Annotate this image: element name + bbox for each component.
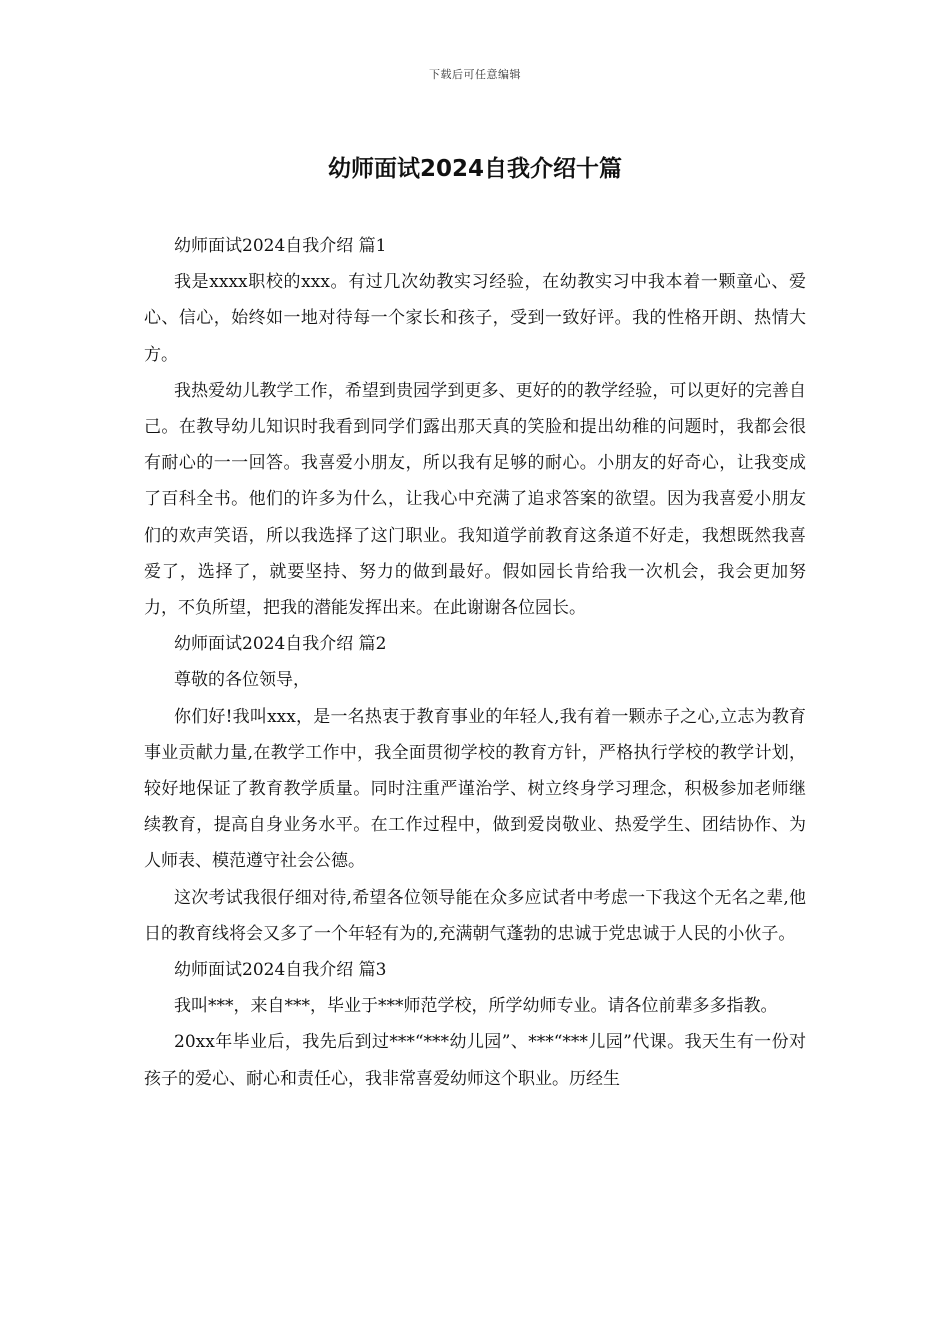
paragraph: 我是xxxx职校的xxx。有过几次幼教实习经验，在幼教实习中我本着一颗童心、爱心、信心，始终如一地对待每一个家长和孩子，受到一致好评。我的性格开朗、热情大方。 [144, 272, 806, 365]
paragraph: 你们好!我叫xxx，是一名热衷于教育事业的年轻人,我有着一颗赤子之心,立志为教育事业贡献力量,在教学工作中，我全面贯彻学校的教育方针，严格执行学校的教学计划，较好地保证了教育教学质量。同时注重严谨治学、树立终身学习理念，积极参加老师继续教育，提高自身业务水平。在工作过程中，做到爱岗敬业、热爱学生、团结协作、为人师表、模范遵守社会公德。 [144, 706, 806, 872]
paragraph: 我热爱幼儿教学工作，希望到贵园学到更多、更好的的教学经验，可以更好的完善自己。在教导幼儿知识时我看到同学们露出那天真的笑脸和提出幼稚的问题时，我都会很有耐心的一一回答。我喜爱小朋友，所以我有足够的耐心。小朋友的好奇心，让我变成了百科全书。他们的许多为什么，让我心中充满了追求答案的欲望。因为我喜爱小朋友们的欢声笑语，所以我选择了这门职业。我知道学前教育这条道不好走，我想既然我喜爱了，选择了，就要坚持、努力的做到最好。假如园长肯给我一次机会，我会更加努力，不负所望，把我的潜能发挥出来。在此谢谢各位园长。 [144, 380, 806, 619]
paragraph: 尊敬的各位领导， [174, 670, 310, 691]
paragraph: 我叫***，来自***，毕业于***师范学校，所学幼师专业。请各位前辈多多指教。 [174, 996, 778, 1017]
paragraph: 这次考试我很仔细对待,希望各位领导能在众多应试者中考虑一下我这个无名之辈,他日的教育线将会又多了一个年轻有为的,充满朝气蓬勃的忠诚于党忠诚于人民的小伙子。 [144, 887, 806, 944]
document-body [144, 228, 806, 1097]
section-heading-1: 幼师面试2024自我介绍 篇1 [174, 236, 387, 256]
section-heading-2: 幼师面试2024自我介绍 篇2 [174, 634, 387, 655]
document-title: 幼师面试2024自我介绍十篇 [327, 156, 622, 182]
section-heading-3: 幼师面试2024自我介绍 篇3 [174, 960, 387, 981]
header-note: 下载后可任意编辑 [429, 68, 521, 81]
paragraph: 20xx年毕业后，我先后到过***“***幼儿园”、***“***儿园”代课。我天生有一份对孩子的爱心、耐心和责任心，我非常喜爱幼师这个职业。历经生 [144, 1032, 806, 1089]
